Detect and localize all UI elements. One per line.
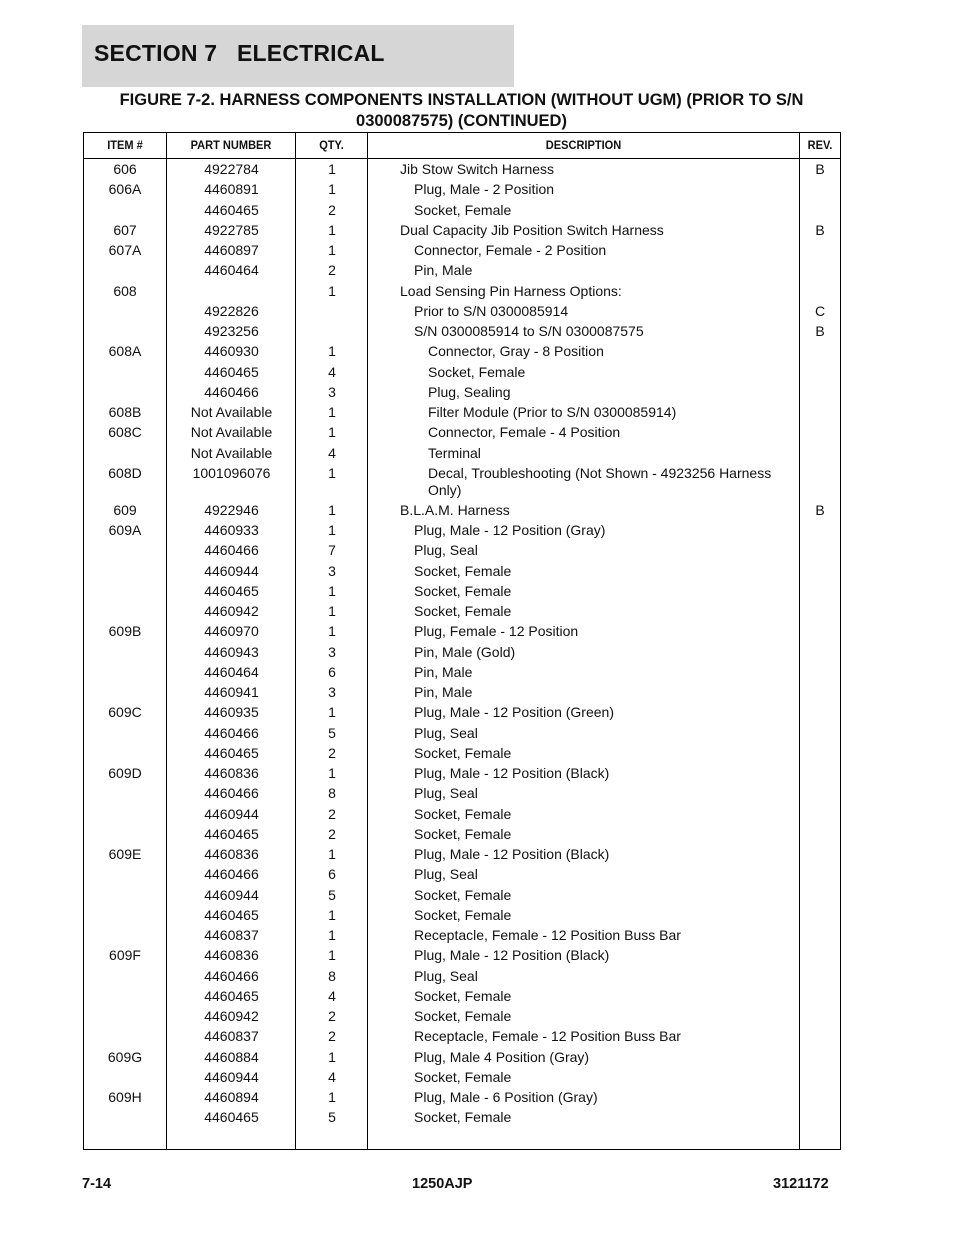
description-cell: Plug, Male - 12 Position (Black) <box>414 765 610 781</box>
qty-cell: 1 <box>328 282 336 299</box>
part-number-cell: 4460837 <box>204 1028 259 1045</box>
item-cell: 609A <box>108 522 142 538</box>
table-row <box>84 866 840 886</box>
table-row <box>84 1008 840 1028</box>
part-number-cell: 4460836 <box>204 947 259 964</box>
part-number-cell: 4922784 <box>204 161 259 177</box>
part-number-cell: 4460944 <box>204 886 259 903</box>
header-rev: REV. <box>807 138 833 152</box>
table-row <box>84 725 840 745</box>
item-cell: 608A <box>108 343 142 360</box>
table-row <box>84 465 840 502</box>
part-number-cell: 4460465 <box>204 582 259 599</box>
item-cell: 609C <box>108 704 142 721</box>
table-body <box>84 161 840 1130</box>
description-cell: Dual Capacity Jib Position Switch Harness <box>400 221 664 238</box>
qty-cell: 1 <box>328 623 336 640</box>
qty-cell: 1 <box>328 704 336 721</box>
qty-cell: 3 <box>328 562 336 579</box>
item-cell: 609 <box>113 501 137 518</box>
item-cell: 609F <box>109 947 141 964</box>
description-cell: Socket, Female <box>414 825 512 842</box>
qty-cell: 1 <box>328 221 336 238</box>
part-number-cell: 4460944 <box>204 805 259 822</box>
table-row <box>84 947 840 967</box>
table-row <box>84 1109 840 1129</box>
part-number-cell: 4460466 <box>204 383 259 400</box>
description-cell: Plug, Male - 12 Position (Green) <box>414 704 614 721</box>
table-row <box>84 603 840 623</box>
qty-cell: 1 <box>328 343 336 360</box>
part-number-cell: 4460465 <box>204 363 259 380</box>
table-row <box>84 785 840 805</box>
description-cell: Socket, Female <box>414 201 512 218</box>
rev-cell: B <box>815 161 825 177</box>
qty-cell: 2 <box>328 1028 336 1045</box>
part-number-cell: 4460466 <box>204 724 259 741</box>
part-number-cell: 4460465 <box>204 906 259 923</box>
description-cell: Receptacle, Female - 12 Position Buss Bar <box>414 927 681 943</box>
description-cell: Connector, Gray - 8 Position <box>428 343 604 360</box>
qty-cell: 2 <box>328 1008 336 1024</box>
item-cell: 608 <box>113 282 137 299</box>
table-row <box>84 283 840 303</box>
table-row <box>84 181 840 201</box>
part-number-cell: 4923256 <box>204 323 259 339</box>
table-row <box>84 323 840 343</box>
description-cell: Plug, Male 4 Position (Gray) <box>414 1048 590 1065</box>
description-cell: Socket, Female <box>414 1109 512 1126</box>
qty-cell: 2 <box>328 805 336 822</box>
description-cell: Socket, Female <box>414 1068 512 1085</box>
description-cell: S/N 0300085914 to S/N 0300087575 <box>414 323 644 339</box>
part-number-cell: 4460465 <box>204 744 259 761</box>
table-row <box>84 704 840 724</box>
part-number-cell: 4460894 <box>204 1089 259 1105</box>
description-cell: Plug, Seal <box>414 785 478 802</box>
part-number-cell: 4460942 <box>204 1008 259 1024</box>
description-cell: Socket, Female <box>414 906 512 923</box>
description-cell: Socket, Female <box>414 744 512 761</box>
description-cell: Terminal <box>428 444 481 461</box>
rev-cell: B <box>815 221 825 238</box>
page-number: 7-14 <box>82 1176 112 1192</box>
description-cell: Plug, Seal <box>414 542 478 559</box>
table-row <box>84 222 840 242</box>
description-cell: Plug, Sealing <box>428 383 511 400</box>
part-number-cell: 4460970 <box>204 623 259 640</box>
table-row <box>84 343 840 363</box>
part-number-cell: 4460942 <box>204 603 259 619</box>
description-cell: Pin, Male <box>414 684 473 700</box>
table-row <box>84 542 840 562</box>
part-number-cell: 4460464 <box>204 262 259 279</box>
part-number-cell: 4460933 <box>204 522 259 538</box>
header-divider <box>84 158 840 159</box>
table-row <box>84 161 840 181</box>
description-cell: Pin, Male (Gold) <box>414 643 516 660</box>
part-number-cell: 4460836 <box>204 846 259 862</box>
description-cell: Jib Stow Switch Harness <box>400 161 555 177</box>
description-cell: B.L.A.M. Harness <box>400 501 510 518</box>
part-number-cell: 4460891 <box>204 181 259 198</box>
description-cell: Receptacle, Female - 12 Position Buss Bar <box>414 1028 681 1045</box>
description-cell: Pin, Male <box>414 262 473 279</box>
description-cell: Connector, Female - 4 Position <box>428 424 621 441</box>
qty-cell: 1 <box>328 501 336 518</box>
qty-cell: 4 <box>328 363 336 380</box>
qty-cell: 1 <box>328 927 336 943</box>
part-number-cell: 4460836 <box>204 765 259 781</box>
table-row <box>84 664 840 684</box>
table-row <box>84 303 840 323</box>
table-row <box>84 1069 840 1089</box>
figure-title-line-2: 0300087575) (CONTINUED) <box>356 112 567 130</box>
qty-cell: 1 <box>328 424 336 441</box>
part-number-cell: 4460897 <box>204 242 259 258</box>
table-row <box>84 384 840 404</box>
qty-cell: 3 <box>328 383 336 400</box>
qty-cell: 4 <box>328 987 336 1004</box>
item-cell: 608B <box>108 404 142 420</box>
table-row <box>84 1089 840 1109</box>
qty-cell: 1 <box>328 906 336 923</box>
table-row <box>84 445 840 465</box>
section-title: SECTION 7 ELECTRICAL <box>94 40 385 66</box>
part-number-cell: 4460466 <box>204 785 259 802</box>
table-row <box>84 502 840 522</box>
description-cell: Plug, Male - 12 Position (Gray) <box>414 522 606 538</box>
description-cell: Socket, Female <box>428 363 526 380</box>
item-cell: 609B <box>108 623 142 640</box>
description-cell: Prior to S/N 0300085914 <box>414 302 569 319</box>
rev-cell: C <box>814 302 826 319</box>
qty-cell: 1 <box>328 1048 336 1065</box>
item-cell: 609H <box>108 1089 142 1105</box>
part-number-cell: 4922826 <box>204 302 259 319</box>
table-row <box>84 1028 840 1048</box>
qty-cell: 1 <box>328 582 336 599</box>
part-number-cell: 4922785 <box>204 221 259 238</box>
qty-cell: 1 <box>328 947 336 964</box>
item-cell: 609D <box>108 765 142 781</box>
description-cell: Plug, Male - 6 Position (Gray) <box>414 1089 598 1105</box>
item-cell: 608C <box>108 424 142 441</box>
table-row <box>84 765 840 785</box>
table-row <box>84 242 840 262</box>
part-number-cell: 4460935 <box>204 704 259 721</box>
qty-cell: 1 <box>328 522 336 538</box>
part-number-cell: 4460465 <box>204 201 259 218</box>
table-row <box>84 806 840 826</box>
header-description: DESCRIPTION <box>545 138 622 152</box>
part-number-cell: 1001096076 <box>192 464 271 481</box>
item-cell: 608D <box>108 464 142 481</box>
table-row <box>84 684 840 704</box>
table-row <box>84 404 840 424</box>
description-cell: Socket, Female <box>414 582 512 599</box>
qty-cell: 2 <box>328 825 336 842</box>
description-cell: Socket, Female <box>414 1008 512 1024</box>
item-cell: 606 <box>113 161 137 177</box>
table-row <box>84 988 840 1008</box>
part-number-cell: 4922946 <box>204 501 259 518</box>
header-part-number: PART NUMBER <box>190 138 272 152</box>
description-cell: Plug, Male - 12 Position (Black) <box>414 947 610 964</box>
table-row <box>84 826 840 846</box>
qty-cell: 2 <box>328 744 336 761</box>
figure-title <box>82 90 841 132</box>
qty-cell: 1 <box>328 846 336 862</box>
description-cell: Plug, Female - 12 Position <box>414 623 579 640</box>
part-number-cell: Not Available <box>190 444 273 461</box>
table-row <box>84 846 840 866</box>
qty-cell: 5 <box>328 886 336 903</box>
part-number-cell: Not Available <box>190 424 273 441</box>
description-cell: Plug, Seal <box>414 724 478 741</box>
part-number-cell: 4460466 <box>204 967 259 984</box>
table-row <box>84 745 840 765</box>
table-row <box>84 623 840 643</box>
description-cell: Load Sensing Pin Harness Options: <box>400 282 622 299</box>
description-cell: Plug, Male - 12 Position (Black) <box>414 846 610 862</box>
table-row <box>84 424 840 444</box>
rev-cell: B <box>815 501 825 518</box>
qty-cell: 7 <box>328 542 336 559</box>
description-cell: Socket, Female <box>414 805 512 822</box>
table-row <box>84 262 840 282</box>
part-number-cell: 4460465 <box>204 825 259 842</box>
part-number-cell: 4460944 <box>204 1068 259 1085</box>
qty-cell: 5 <box>328 1109 336 1126</box>
qty-cell: 1 <box>328 765 336 781</box>
description-cell: Filter Module (Prior to S/N 0300085914) <box>428 404 677 420</box>
description-cell: Socket, Female <box>414 562 512 579</box>
description-cell: Socket, Female <box>414 603 512 619</box>
part-number-cell: 4460466 <box>204 866 259 883</box>
rev-cell: B <box>815 323 825 339</box>
description-cell: Plug, Seal <box>414 866 478 883</box>
part-number-cell: 4460941 <box>204 684 259 700</box>
table-row <box>84 927 840 947</box>
item-cell: 609E <box>108 846 142 862</box>
table-row <box>84 202 840 222</box>
header-item: ITEM # <box>107 138 143 152</box>
description-cell: Socket, Female <box>414 987 512 1004</box>
table-row <box>84 1049 840 1069</box>
item-cell: 607A <box>108 242 142 258</box>
table-row <box>84 563 840 583</box>
table-row <box>84 887 840 907</box>
table-row <box>84 968 840 988</box>
qty-cell: 1 <box>328 1089 336 1105</box>
parts-table <box>83 132 841 1150</box>
qty-cell: 1 <box>328 603 336 619</box>
qty-cell: 4 <box>328 1068 336 1085</box>
description-cell: Pin, Male <box>414 663 473 680</box>
description-cell: Socket, Female <box>414 886 512 903</box>
qty-cell: 1 <box>328 181 336 198</box>
header-qty: QTY. <box>319 138 344 152</box>
description-cell: Decal, Troubleshooting (Not Shown - 4923256 Harness Only) <box>428 464 772 498</box>
qty-cell: 1 <box>328 464 336 481</box>
part-number-cell: Not Available <box>190 404 273 420</box>
description-cell: Plug, Male - 2 Position <box>414 181 555 198</box>
qty-cell: 1 <box>328 242 336 258</box>
part-number-cell: 4460944 <box>204 562 259 579</box>
qty-cell: 6 <box>328 663 336 680</box>
qty-cell: 1 <box>328 404 336 420</box>
item-cell: 606A <box>108 181 142 198</box>
qty-cell: 1 <box>328 161 336 177</box>
table-row <box>84 644 840 664</box>
qty-cell: 2 <box>328 262 336 279</box>
qty-cell: 8 <box>328 785 336 802</box>
table-row <box>84 522 840 542</box>
table-row <box>84 907 840 927</box>
document-number: 3121172 <box>773 1176 829 1192</box>
item-cell: 609G <box>107 1048 143 1065</box>
part-number-cell: 4460943 <box>204 643 259 660</box>
qty-cell: 5 <box>328 724 336 741</box>
qty-cell: 6 <box>328 866 336 883</box>
part-number-cell: 4460464 <box>204 663 259 680</box>
part-number-cell: 4460930 <box>204 343 259 360</box>
description-cell: Plug, Seal <box>414 967 478 984</box>
qty-cell: 3 <box>328 643 336 660</box>
part-number-cell: 4460466 <box>204 542 259 559</box>
qty-cell: 2 <box>328 201 336 218</box>
model-number: 1250AJP <box>412 1176 473 1192</box>
qty-cell: 4 <box>328 444 336 461</box>
table-row <box>84 364 840 384</box>
description-cell: Connector, Female - 2 Position <box>414 242 607 258</box>
part-number-cell: 4460465 <box>204 1109 259 1126</box>
part-number-cell: 4460465 <box>204 987 259 1004</box>
part-number-cell: 4460884 <box>204 1048 259 1065</box>
part-number-cell: 4460837 <box>204 927 259 943</box>
qty-cell: 8 <box>328 967 336 984</box>
item-cell: 607 <box>113 221 137 238</box>
qty-cell: 3 <box>328 684 336 700</box>
table-row <box>84 583 840 603</box>
figure-title-line-1: FIGURE 7-2. HARNESS COMPONENTS INSTALLATION (WITHOUT UGM) (PRIOR TO S/N <box>119 91 804 109</box>
